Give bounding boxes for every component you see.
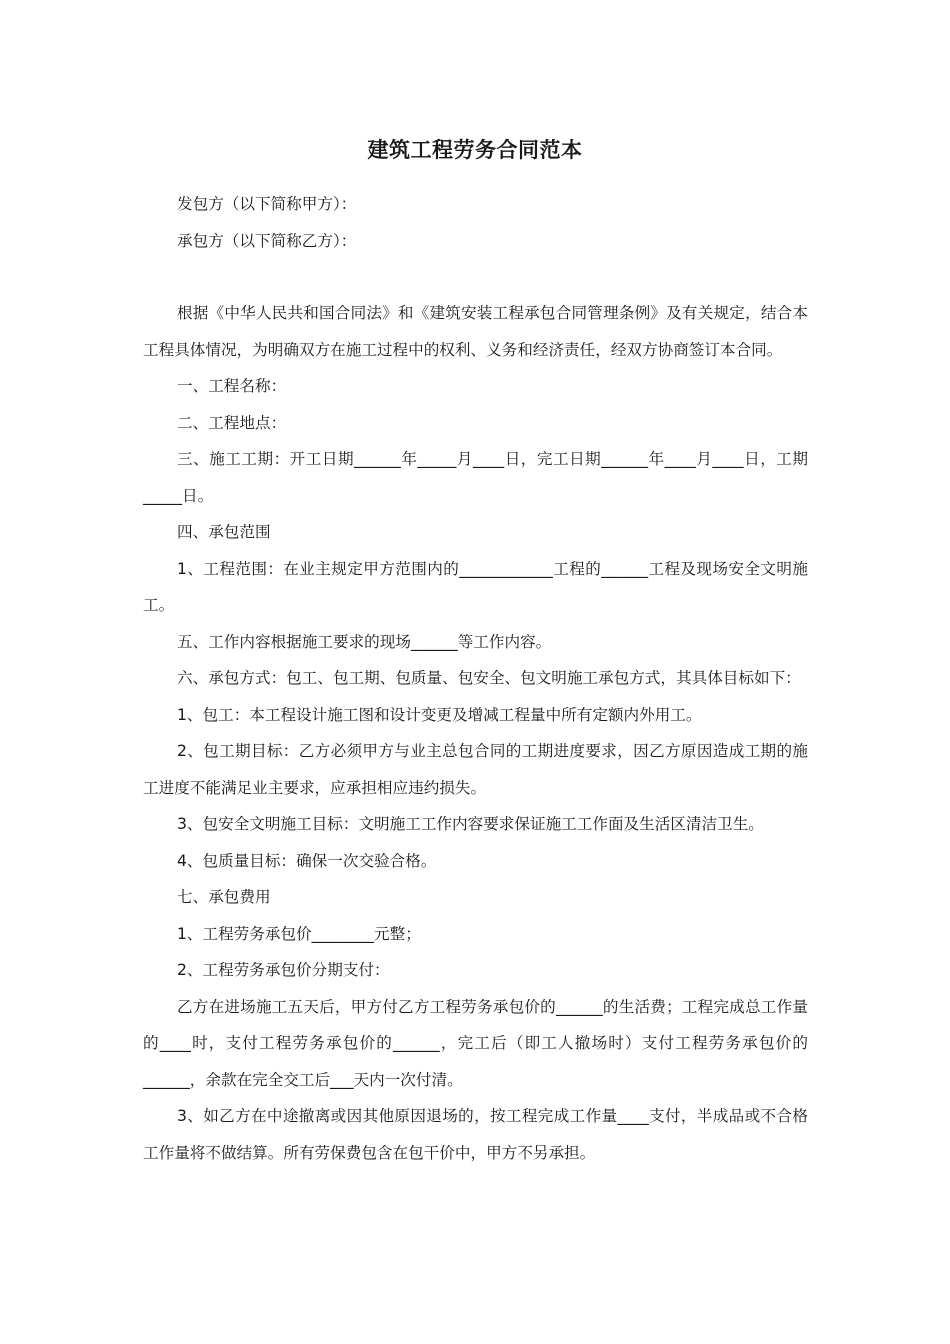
document-body <box>143 186 808 1171</box>
clause-fee-item-3: 3、如乙方在中途撤离或因其他原因退场的，按工程完成工作量____支付，半成品或不合格工作量将不做结算。所有劳保费包含在包干价中，甲方不另承担。 <box>143 1107 808 1162</box>
blank-line <box>143 259 808 295</box>
party-a-line: 发包方（以下简称甲方）： <box>177 195 357 213</box>
clause-construction-period: 三、施工工期：开工日期______年_____月____日，完工日期______年____月____日，工期_____日。 <box>143 450 808 505</box>
clause-method-item-2: 2、包工期目标：乙方必须甲方与业主总包合同的工期进度要求，因乙方原因造成工期的施工进度不能满足业主要求，应承担相应违约损失。 <box>143 742 808 797</box>
clause-fee-heading: 七、承包费用 <box>177 888 271 906</box>
clause-method-item-1: 1、包工：本工程设计施工图和设计变更及增减工程量中所有定额内外用工。 <box>177 705 702 724</box>
clause-fee-item-2: 2、工程劳务承包价分期支付： <box>177 961 390 979</box>
clause-scope-item-1: 1、工程范围：在业主规定甲方范围内的____________工程的______工程及现场安全文明施工。 <box>143 559 808 614</box>
clause-contract-method: 六、承包方式：包工、包工期、包质量、包安全、包文明施工承包方式，其具体目标如下： <box>177 669 801 687</box>
clause-work-content: 五、工作内容根据施工要求的现场______等工作内容。 <box>177 632 552 651</box>
clause-method-item-4: 4、包质量目标：确保一次交验合格。 <box>177 851 437 870</box>
clause-method-item-3: 3、包安全文明施工目标：文明施工工作内容要求保证施工工作面及生活区清洁卫生。 <box>177 815 764 833</box>
clause-project-name: 一、工程名称： <box>177 377 287 395</box>
preamble-paragraph: 根据《中华人民共和国合同法》和《建筑安装工程承包合同管理条例》及有关规定，结合本工程具体情况，为明确双方在施工过程中的权利、义务和经济责任，经双方协商签订本合同。 <box>143 304 808 359</box>
clause-fee-item-1: 1、工程劳务承包价________元整； <box>177 924 421 943</box>
document-title: 建筑工程劳务合同范本 <box>367 138 583 162</box>
clause-project-location: 二、工程地点： <box>177 413 287 432</box>
party-b-line: 承包方（以下简称乙方）： <box>177 231 357 250</box>
clause-fee-payment-detail: 乙方在进场施工五天后，甲方付乙方工程劳务承包价的______的生活费；工程完成总工作量的____时，支付工程劳务承包价的______，完工后（即工人撤场时）支付工程劳务承包价的______，余款在完全交工后___天内一次付清。 <box>143 997 808 1089</box>
clause-scope-heading: 四、承包范围 <box>177 523 271 541</box>
